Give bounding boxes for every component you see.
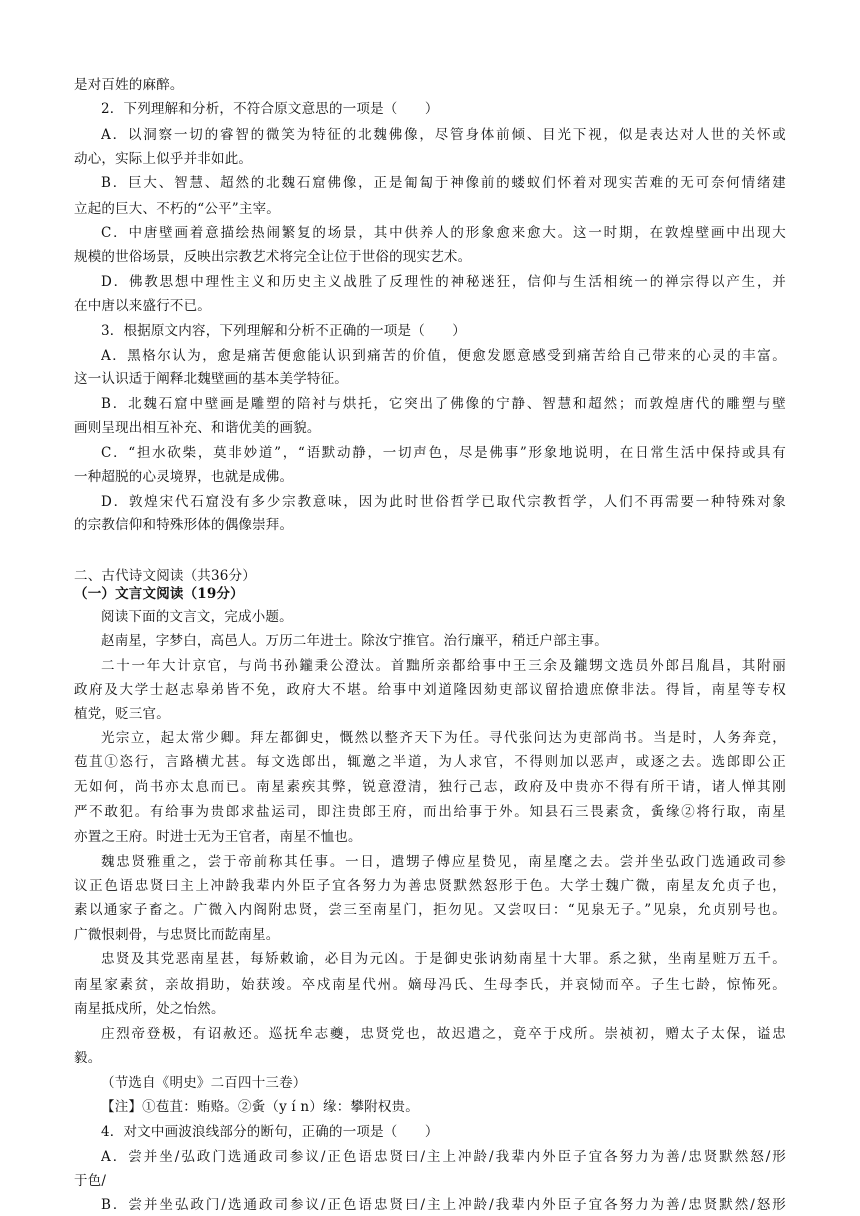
text-line: 在中唐以来盛行不已。 xyxy=(74,298,211,314)
text-line: D．敦煌宋代石窟没有多少宗教意味，因为此时世俗哲学已取代宗教哲学，人们不再需要一种特殊对象 xyxy=(101,494,786,510)
text-line: 忠贤及其党恶南星甚，每矫敕谕，必目为元凶。于是御史张讷劾南星十大罪。系之狱，坐南星赃万五千。 xyxy=(101,951,786,967)
text-line: 庄烈帝登极，有诏赦还。巡抚牟志夔，忠贤党也，故迟遣之，竟卒于戍所。崇祯初，赠太子太保，谥忠 xyxy=(101,1026,786,1042)
text-line: （节选自《明史》二百四十三卷） xyxy=(101,1075,307,1091)
text-line: 政府及大学士赵志皋弟皆不免，政府大不堪。给事中刘道隆因劾吏部议留拾遗庶僚非法。得旨，南星等专权 xyxy=(74,682,786,698)
text-line: 规模的世俗场景，反映出宗教艺术将完全让位于世俗的现实艺术。 xyxy=(74,249,472,265)
text-line: 动心，实际上似乎并非如此。 xyxy=(74,151,253,167)
text-line: 苞苴①恣行，言路横尤甚。每文选郎出，辄邀之半道，为人求官，不得则加以恶声，或逐之去。选郎即公正 xyxy=(74,754,786,770)
text-line: 南星家素贫，亲故捐助，始获竣。卒戍南星代州。嫡母冯氏、生母李氏，并哀恸而卒。子生七龄，惊怖死。 xyxy=(74,977,786,993)
text-line: 毅。 xyxy=(74,1050,102,1066)
text-line: 【注】①苞苴：贿赂。②夤（y í n）缘：攀附权贵。 xyxy=(101,1099,419,1115)
text-line: 这一认识适于阐释北魏壁画的基本美学特征。 xyxy=(74,371,348,387)
text-line: D．佛教思想中理性主义和历史主义战胜了反理性的神秘迷狂，信仰与生活相统一的禅宗得以产生，并 xyxy=(101,274,786,290)
text-line: 严不敢犯。有给事为贵郎求盐运司，即注贵郎王府，而出给事于外。知县石三畏素贪，夤缘②将行取，南星 xyxy=(74,804,786,820)
text-line: 一种超脱的心灵境界，也就是成佛。 xyxy=(74,469,294,485)
text-line: 于色/ xyxy=(74,1173,107,1189)
text-line: A．以洞察一切的睿智的微笑为特征的北魏佛像，尽管身体前倾、目光下视，似是表达对人世的关怀或 xyxy=(101,127,786,143)
text-line: 阅读下面的文言文，完成小题。 xyxy=(101,609,293,625)
text-line: 二、古代诗文阅读（共36分） xyxy=(74,568,256,584)
text-line: A．尝并坐/弘政门选通政司参议/正色语忠贤曰/主上冲龄/我辈内外臣子宜各努力为善/忠贤默然怒/形 xyxy=(101,1149,786,1165)
text-line: C．中唐壁画着意描绘热闹繁复的场景，其中供养人的形象愈来愈大。这一时期，在敦煌壁画中出现大 xyxy=(101,225,786,241)
text-line: B．尝并坐弘政门/选通政司参议/正色语忠贤曰/主上冲龄/我辈内外臣子宜各努力为善/忠贤默然/怒形 xyxy=(101,1197,786,1213)
text-line: 4．对文中画波浪线部分的断句，正确的一项是（ ） xyxy=(101,1124,439,1140)
text-line: 3．根据原文内容，下列理解和分析不正确的一项是（ ） xyxy=(101,323,466,339)
text-line: 立起的巨大、不朽的“公平”主宰。 xyxy=(74,201,281,217)
text-line: 议正色语忠贤曰主上冲龄我辈内外臣子宜各努力为善忠贤默然怒形于色。大学士魏广微，南星友允贞子也， xyxy=(74,878,786,894)
text-line: 植党，贬三官。 xyxy=(74,706,170,722)
text-line: 赵南星，字梦白，高邑人。万历二年进士。除汝宁推官。治行廉平，稍迁户部主事。 xyxy=(101,633,608,649)
text-line: 南星抵戍所，处之怡然。 xyxy=(74,1001,225,1017)
text-line: 无如何，尚书亦太息而已。南星素疾其弊，锐意澄清，独行己志，政府及中贵亦不得有所干请，诸人惮其刚 xyxy=(74,779,786,795)
text-line: 是对百姓的麻醉。 xyxy=(74,77,184,93)
text-line: A．黑格尔认为，愈是痛苦便愈能认识到痛苦的价值，便愈发愿意感受到痛苦给自己带来的心灵的丰富。 xyxy=(101,348,786,364)
text-line: 2．下列理解和分析，不符合原文意思的一项是（ ） xyxy=(101,101,439,117)
text-line: 广微恨刺骨，与忠贤比而龁南星。 xyxy=(74,927,280,943)
text-line: 亦置之王府。时进士无为王官者，南星不恤也。 xyxy=(74,829,362,845)
text-line: 魏忠贤雅重之，尝于帝前称其任事。一日，遣甥子傅应星贽见，南星麾之去。尝并坐弘政门选通政司参 xyxy=(101,854,786,870)
text-line: 二十一年大计京官，与尚书孙鑨秉公澄汰。首黜所亲都给事中王三余及鑨甥文选员外郎吕胤昌，其附丽 xyxy=(101,658,786,674)
text-line: B．北魏石窟中壁画是雕塑的陪衬与烘托，它突出了佛像的宁静、智慧和超然；而敦煌唐代的雕塑与壁 xyxy=(101,396,786,412)
text-line: （一）文言文阅读（19分） xyxy=(74,586,244,602)
text-line: 光宗立，起太常少卿。拜左都御史，慨然以整齐天下为任。寻代张问达为吏部尚书。当是时，人务奔竞， xyxy=(101,730,786,746)
text-line: 的宗教信仰和特殊形体的偶像崇拜。 xyxy=(74,517,294,533)
text-line: C．“担水砍柴，莫非妙道”，“语默动静，一切声色，尽是佛事”形象地说明，在日常生活中保持或具有 xyxy=(101,445,786,461)
text-line xyxy=(74,538,786,560)
text-line: 画则呈现出相互补充、和谐优美的画貌。 xyxy=(74,420,321,436)
text-line: B．巨大、智慧、超然的北魏石窟佛像，正是匍匐于神像前的蝼蚁们怀着对现实苦难的无可奈何情绪建 xyxy=(101,175,786,191)
text-line: 素以通家子畜之。广微入内阁附忠贤，尝三至南星门，拒勿见。又尝叹曰：“见泉无子。”见泉，允贞别号也。 xyxy=(74,902,786,918)
